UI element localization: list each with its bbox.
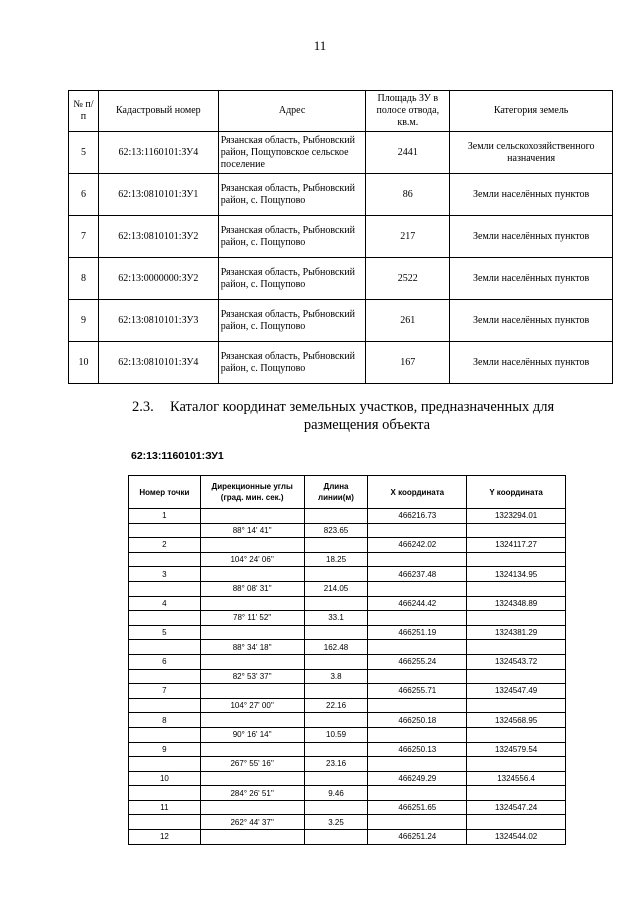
x-coordinate-cell [368, 727, 467, 742]
y-coordinate-cell: 1324547.24 [467, 800, 566, 815]
line-length-cell: 18.25 [304, 552, 368, 567]
point-number-cell [129, 581, 201, 596]
y-coordinate-cell: 1324547.49 [467, 684, 566, 699]
y-coordinate-cell [467, 640, 566, 655]
cadastral-number-cell: 62:13:0810101:ЗУ4 [98, 342, 218, 384]
table-row [129, 786, 566, 801]
y-coordinate-cell [467, 815, 566, 830]
y-coordinate-cell: 1324348.89 [467, 596, 566, 611]
section-title-line2: размещения объекта [303, 417, 431, 433]
x-coordinate-cell [368, 669, 467, 684]
direction-angle-cell [200, 771, 304, 786]
table-row [69, 300, 613, 342]
direction-angle-cell [200, 538, 304, 553]
coord-table-header-row [129, 476, 566, 509]
row-number-cell: 7 [69, 216, 99, 258]
row-number-cell: 9 [69, 300, 99, 342]
land-category-cell: Земли населённых пунктов [450, 342, 613, 384]
line-length-cell: 3.8 [304, 669, 368, 684]
direction-angle-cell [200, 713, 304, 728]
y-coordinate-cell: 1324134.95 [467, 567, 566, 582]
line-length-cell: 3.25 [304, 815, 368, 830]
land-parcels-table [68, 90, 613, 384]
line-length-cell [304, 742, 368, 757]
line-length-cell [304, 538, 368, 553]
point-number-cell [129, 669, 201, 684]
x-coordinate-cell: 466249.29 [368, 771, 467, 786]
y-coordinate-cell [467, 611, 566, 626]
direction-angle-cell [200, 625, 304, 640]
point-number-cell [129, 698, 201, 713]
direction-angle-cell [200, 654, 304, 669]
point-number-cell [129, 640, 201, 655]
area-cell: 86 [366, 174, 450, 216]
table-row [129, 523, 566, 538]
line-length-cell: 162.48 [304, 640, 368, 655]
point-number-cell [129, 727, 201, 742]
row-number-cell: 8 [69, 258, 99, 300]
point-number-cell [129, 611, 201, 626]
land-table-header-row [69, 91, 613, 132]
point-number-cell: 11 [129, 800, 201, 815]
table-row [129, 713, 566, 728]
x-coordinate-cell [368, 640, 467, 655]
point-number-cell [129, 815, 201, 830]
area-cell: 167 [366, 342, 450, 384]
address-cell: Рязанская область, Рыбновский район, с. Пощупово [218, 216, 366, 258]
y-coordinate-cell: 1323294.01 [467, 509, 566, 524]
y-coordinate-cell [467, 669, 566, 684]
x-coordinate-cell: 466255.24 [368, 654, 467, 669]
direction-angle-cell: 104° 27' 00'' [200, 698, 304, 713]
direction-angle-cell [200, 830, 304, 845]
x-coordinate-cell [368, 698, 467, 713]
direction-angle-cell: 88° 08' 31'' [200, 581, 304, 596]
header-area: Площадь ЗУ в полосе отвода, кв.м. [366, 91, 450, 132]
area-cell: 2522 [366, 258, 450, 300]
x-coordinate-cell: 466251.19 [368, 625, 467, 640]
table-row [129, 538, 566, 553]
row-number-cell: 10 [69, 342, 99, 384]
y-coordinate-cell: 1324579.54 [467, 742, 566, 757]
point-number-cell [129, 786, 201, 801]
address-cell: Рязанская область, Рыбновский район, с. Пощупово [218, 300, 366, 342]
direction-angle-cell: 88° 34' 18'' [200, 640, 304, 655]
table-row [129, 611, 566, 626]
x-coordinate-cell: 466250.13 [368, 742, 467, 757]
cadastral-number-cell: 62:13:0810101:ЗУ1 [98, 174, 218, 216]
point-number-cell: 3 [129, 567, 201, 582]
x-coordinate-cell: 466242.02 [368, 538, 467, 553]
cadastral-number-cell: 62:13:0000000:ЗУ2 [98, 258, 218, 300]
table-row [69, 216, 613, 258]
point-number-cell: 4 [129, 596, 201, 611]
table-row [129, 727, 566, 742]
table-row [129, 669, 566, 684]
table-row [129, 815, 566, 830]
point-number-cell [129, 552, 201, 567]
header-direction-angle: Дирекционные углы (град. мин. сек.) [200, 476, 304, 509]
x-coordinate-cell [368, 523, 467, 538]
cadastral-number-cell: 62:13:0810101:ЗУ3 [98, 300, 218, 342]
x-coordinate-cell [368, 552, 467, 567]
x-coordinate-cell: 466251.24 [368, 830, 467, 845]
page-number: 11 [313, 38, 327, 53]
direction-angle-cell: 262° 44' 37'' [200, 815, 304, 830]
direction-angle-cell [200, 684, 304, 699]
table-row [129, 596, 566, 611]
direction-angle-cell: 284° 26' 51'' [200, 786, 304, 801]
table-row [69, 342, 613, 384]
x-coordinate-cell: 466251.65 [368, 800, 467, 815]
line-length-cell: 9.46 [304, 786, 368, 801]
point-number-cell: 9 [129, 742, 201, 757]
address-cell: Рязанская область, Рыбновский район, с. Пощупово [218, 342, 366, 384]
section-number: 2.3. [132, 399, 154, 415]
table-row [129, 552, 566, 567]
y-coordinate-cell: 1324117.27 [467, 538, 566, 553]
table-row [129, 625, 566, 640]
x-coordinate-cell: 466255.71 [368, 684, 467, 699]
y-coordinate-cell: 1324543.72 [467, 654, 566, 669]
area-cell: 2441 [366, 132, 450, 174]
direction-angle-cell: 82° 53' 37'' [200, 669, 304, 684]
direction-angle-cell [200, 800, 304, 815]
section-title-line1: Каталог координат земельных участков, предназначенных для [170, 399, 555, 415]
coordinates-table [128, 475, 566, 845]
header-row-number: № п/п [69, 91, 99, 132]
address-cell: Рязанская область, Рыбновский район, Пощуповское сельское поселение [218, 132, 366, 174]
table-row [69, 174, 613, 216]
line-length-cell [304, 800, 368, 815]
line-length-cell [304, 713, 368, 728]
line-length-cell: 214.05 [304, 581, 368, 596]
direction-angle-cell [200, 509, 304, 524]
header-line-length: Длина линии(м) [304, 476, 368, 509]
point-number-cell: 8 [129, 713, 201, 728]
point-number-cell [129, 523, 201, 538]
point-number-cell: 1 [129, 509, 201, 524]
y-coordinate-cell: 1324556.4 [467, 771, 566, 786]
cadastral-number-cell: 62:13:0810101:ЗУ2 [98, 216, 218, 258]
y-coordinate-cell: 1324381.29 [467, 625, 566, 640]
land-category-cell: Земли населённых пунктов [450, 258, 613, 300]
direction-angle-cell: 78° 11' 52'' [200, 611, 304, 626]
direction-angle-cell [200, 596, 304, 611]
y-coordinate-cell [467, 698, 566, 713]
table-row [129, 771, 566, 786]
table-row [129, 581, 566, 596]
header-land-category: Категория земель [450, 91, 613, 132]
line-length-cell: 22.16 [304, 698, 368, 713]
x-coordinate-cell [368, 815, 467, 830]
y-coordinate-cell [467, 786, 566, 801]
direction-angle-cell: 104° 24' 06'' [200, 552, 304, 567]
direction-angle-cell: 90° 16' 14'' [200, 727, 304, 742]
y-coordinate-cell [467, 757, 566, 772]
table-row [129, 567, 566, 582]
table-row [129, 698, 566, 713]
point-number-cell: 10 [129, 771, 201, 786]
address-cell: Рязанская область, Рыбновский район, с. Пощупово [218, 258, 366, 300]
x-coordinate-cell [368, 581, 467, 596]
line-length-cell [304, 830, 368, 845]
point-number-cell [129, 757, 201, 772]
header-point-number: Номер точки [129, 476, 201, 509]
line-length-cell [304, 771, 368, 786]
line-length-cell: 33.1 [304, 611, 368, 626]
x-coordinate-cell [368, 757, 467, 772]
y-coordinate-cell [467, 581, 566, 596]
line-length-cell [304, 509, 368, 524]
y-coordinate-cell [467, 552, 566, 567]
table-row [129, 757, 566, 772]
line-length-cell [304, 654, 368, 669]
land-category-cell: Земли сельскохозяйственного назначения [450, 132, 613, 174]
direction-angle-cell [200, 742, 304, 757]
table-row [129, 830, 566, 845]
table-row [69, 132, 613, 174]
header-address: Адрес [218, 91, 366, 132]
area-cell: 261 [366, 300, 450, 342]
x-coordinate-cell [368, 786, 467, 801]
direction-angle-cell [200, 567, 304, 582]
table-row [69, 258, 613, 300]
direction-angle-cell: 267° 55' 16'' [200, 757, 304, 772]
line-length-cell [304, 684, 368, 699]
point-number-cell: 2 [129, 538, 201, 553]
line-length-cell: 10.59 [304, 727, 368, 742]
table-row [129, 509, 566, 524]
line-length-cell [304, 596, 368, 611]
line-length-cell: 23.16 [304, 757, 368, 772]
y-coordinate-cell: 1324568.95 [467, 713, 566, 728]
point-number-cell: 7 [129, 684, 201, 699]
land-category-cell: Земли населённых пунктов [450, 216, 613, 258]
y-coordinate-cell [467, 727, 566, 742]
cadastral-number-cell: 62:13:1160101:ЗУ4 [98, 132, 218, 174]
address-cell: Рязанская область, Рыбновский район, с. Пощупово [218, 174, 366, 216]
land-category-cell: Земли населённых пунктов [450, 174, 613, 216]
direction-angle-cell: 88° 14' 41'' [200, 523, 304, 538]
land-category-cell: Земли населённых пунктов [450, 300, 613, 342]
line-length-cell [304, 625, 368, 640]
point-number-cell: 5 [129, 625, 201, 640]
table-row [129, 684, 566, 699]
line-length-cell: 823.65 [304, 523, 368, 538]
row-number-cell: 5 [69, 132, 99, 174]
x-coordinate-cell: 466216.73 [368, 509, 467, 524]
header-y-coordinate: Y координата [467, 476, 566, 509]
header-cadastral-number: Кадастровый номер [98, 91, 218, 132]
row-number-cell: 6 [69, 174, 99, 216]
x-coordinate-cell: 466244.42 [368, 596, 467, 611]
header-x-coordinate: X координата [368, 476, 467, 509]
x-coordinate-cell [368, 611, 467, 626]
x-coordinate-cell: 466237.48 [368, 567, 467, 582]
point-number-cell: 12 [129, 830, 201, 845]
area-cell: 217 [366, 216, 450, 258]
line-length-cell [304, 567, 368, 582]
parcel-id: 62:13:1160101:ЗУ1 [131, 450, 224, 462]
table-row [129, 742, 566, 757]
y-coordinate-cell: 1324544.02 [467, 830, 566, 845]
point-number-cell: 6 [129, 654, 201, 669]
x-coordinate-cell: 466250.18 [368, 713, 467, 728]
table-row [129, 640, 566, 655]
table-row [129, 654, 566, 669]
table-row [129, 800, 566, 815]
y-coordinate-cell [467, 523, 566, 538]
